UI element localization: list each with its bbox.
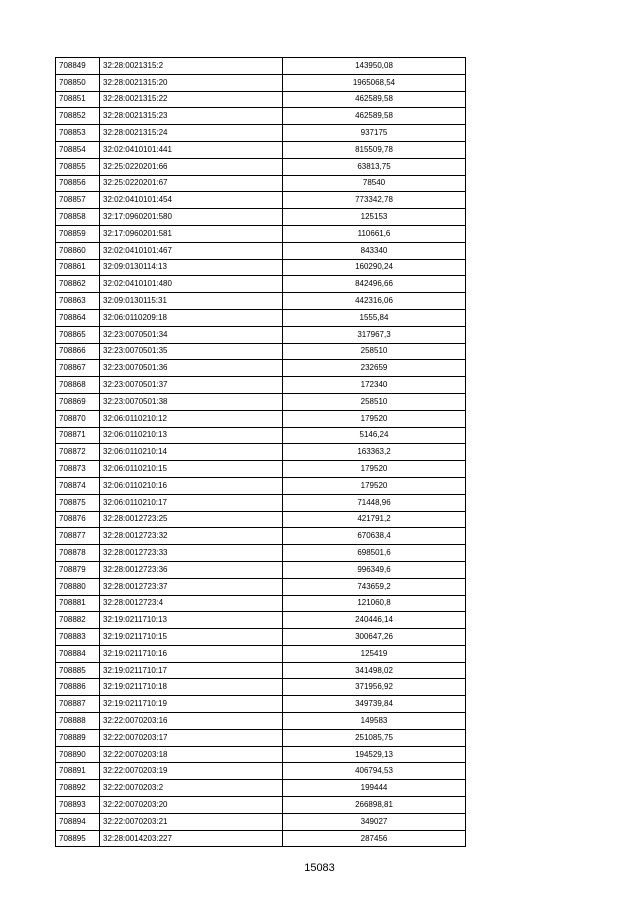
row-id-cell: 708865: [56, 326, 100, 343]
row-id-cell: 708856: [56, 175, 100, 192]
table-row: [56, 578, 466, 595]
value-cell: 773342,78: [283, 192, 466, 209]
table-row: [56, 763, 466, 780]
cadastral-number-cell: 32:06:0110210:17: [100, 494, 283, 511]
table-row: [56, 192, 466, 209]
row-id-cell: 708868: [56, 377, 100, 394]
table-row: [56, 293, 466, 310]
value-cell: 149583: [283, 713, 466, 730]
table-row: [56, 326, 466, 343]
cadastral-number-cell: 32:19:0211710:15: [100, 629, 283, 646]
value-cell: 258510: [283, 343, 466, 360]
table-row: [56, 629, 466, 646]
cadastral-number-cell: 32:28:0014203:227: [100, 830, 283, 847]
table-row: [56, 461, 466, 478]
row-id-cell: 708854: [56, 141, 100, 158]
row-id-cell: 708862: [56, 276, 100, 293]
table-row: [56, 830, 466, 847]
value-cell: 996349,6: [283, 561, 466, 578]
table-row: [56, 713, 466, 730]
value-cell: 199444: [283, 780, 466, 797]
table-row: [56, 528, 466, 545]
registry-table: [55, 57, 466, 847]
table-row: [56, 158, 466, 175]
table-row: [56, 141, 466, 158]
cadastral-number-cell: 32:19:0211710:13: [100, 612, 283, 629]
table-row: [56, 645, 466, 662]
table-row: [56, 612, 466, 629]
value-cell: 172340: [283, 377, 466, 394]
row-id-cell: 708870: [56, 410, 100, 427]
value-cell: 251085,75: [283, 729, 466, 746]
value-cell: 421791,2: [283, 511, 466, 528]
row-id-cell: 708888: [56, 713, 100, 730]
row-id-cell: 708852: [56, 108, 100, 125]
row-id-cell: 708860: [56, 242, 100, 259]
cadastral-number-cell: 32:28:0021315:22: [100, 91, 283, 108]
value-cell: 232659: [283, 360, 466, 377]
cadastral-number-cell: 32:28:0012723:32: [100, 528, 283, 545]
row-id-cell: 708872: [56, 444, 100, 461]
cadastral-number-cell: 32:09:0130114:13: [100, 259, 283, 276]
value-cell: 5146,24: [283, 427, 466, 444]
table-row: [56, 813, 466, 830]
table-row: [56, 209, 466, 226]
value-cell: 300647,26: [283, 629, 466, 646]
value-cell: 1555,84: [283, 309, 466, 326]
cadastral-number-cell: 32:28:0012723:25: [100, 511, 283, 528]
row-id-cell: 708879: [56, 561, 100, 578]
value-cell: 160290,24: [283, 259, 466, 276]
table-row: [56, 309, 466, 326]
table-row: [56, 662, 466, 679]
cadastral-number-cell: 32:22:0070203:16: [100, 713, 283, 730]
table-row: [56, 444, 466, 461]
cadastral-number-cell: 32:28:0012723:36: [100, 561, 283, 578]
row-id-cell: 708874: [56, 477, 100, 494]
table-row: [56, 58, 466, 75]
row-id-cell: 708864: [56, 309, 100, 326]
table-row: [56, 125, 466, 142]
value-cell: 843340: [283, 242, 466, 259]
table-row: [56, 595, 466, 612]
table-row: [56, 511, 466, 528]
table-row: [56, 175, 466, 192]
cadastral-number-cell: 32:23:0070501:38: [100, 393, 283, 410]
value-cell: 937175: [283, 125, 466, 142]
table-row: [56, 696, 466, 713]
cadastral-number-cell: 32:06:0110210:12: [100, 410, 283, 427]
value-cell: 266898,81: [283, 797, 466, 814]
row-id-cell: 708855: [56, 158, 100, 175]
row-id-cell: 708876: [56, 511, 100, 528]
table-row: [56, 780, 466, 797]
row-id-cell: 708893: [56, 797, 100, 814]
cadastral-number-cell: 32:22:0070203:20: [100, 797, 283, 814]
row-id-cell: 708850: [56, 74, 100, 91]
row-id-cell: 708861: [56, 259, 100, 276]
value-cell: 815509,78: [283, 141, 466, 158]
value-cell: 240446,14: [283, 612, 466, 629]
cadastral-number-cell: 32:28:0021315:24: [100, 125, 283, 142]
row-id-cell: 708884: [56, 645, 100, 662]
value-cell: 121060,8: [283, 595, 466, 612]
registry-table-body: [56, 58, 466, 847]
value-cell: 349027: [283, 813, 466, 830]
cadastral-number-cell: 32:25:0220201:66: [100, 158, 283, 175]
row-id-cell: 708891: [56, 763, 100, 780]
row-id-cell: 708889: [56, 729, 100, 746]
cadastral-number-cell: 32:28:0021315:23: [100, 108, 283, 125]
table-row: [56, 91, 466, 108]
value-cell: 194529,13: [283, 746, 466, 763]
row-id-cell: 708895: [56, 830, 100, 847]
row-id-cell: 708875: [56, 494, 100, 511]
row-id-cell: 708869: [56, 393, 100, 410]
cadastral-number-cell: 32:02:0410101:441: [100, 141, 283, 158]
cadastral-number-cell: 32:28:0021315:2: [100, 58, 283, 75]
value-cell: 110661,6: [283, 225, 466, 242]
table-row: [56, 377, 466, 394]
table-row: [56, 343, 466, 360]
table-row: [56, 225, 466, 242]
row-id-cell: 708859: [56, 225, 100, 242]
cadastral-number-cell: 32:25:0220201:67: [100, 175, 283, 192]
row-id-cell: 708873: [56, 461, 100, 478]
cadastral-number-cell: 32:19:0211710:17: [100, 662, 283, 679]
table-row: [56, 393, 466, 410]
value-cell: 698501,6: [283, 545, 466, 562]
row-id-cell: 708892: [56, 780, 100, 797]
row-id-cell: 708894: [56, 813, 100, 830]
table-row: [56, 74, 466, 91]
cadastral-number-cell: 32:02:0410101:480: [100, 276, 283, 293]
table-row: [56, 259, 466, 276]
row-id-cell: 708866: [56, 343, 100, 360]
row-id-cell: 708880: [56, 578, 100, 595]
table-row: [56, 108, 466, 125]
cadastral-number-cell: 32:17:0960201:581: [100, 225, 283, 242]
value-cell: 143950,08: [283, 58, 466, 75]
cadastral-number-cell: 32:22:0070203:18: [100, 746, 283, 763]
value-cell: 258510: [283, 393, 466, 410]
cadastral-number-cell: 32:06:0110210:15: [100, 461, 283, 478]
table-row: [56, 242, 466, 259]
table-row: [56, 561, 466, 578]
table-row: [56, 679, 466, 696]
value-cell: 163363,2: [283, 444, 466, 461]
value-cell: 842496,66: [283, 276, 466, 293]
table-row: [56, 729, 466, 746]
value-cell: 406794,53: [283, 763, 466, 780]
cadastral-number-cell: 32:23:0070501:36: [100, 360, 283, 377]
row-id-cell: 708849: [56, 58, 100, 75]
value-cell: 78540: [283, 175, 466, 192]
row-id-cell: 708851: [56, 91, 100, 108]
row-id-cell: 708863: [56, 293, 100, 310]
value-cell: 349739,84: [283, 696, 466, 713]
cadastral-number-cell: 32:22:0070203:19: [100, 763, 283, 780]
row-id-cell: 708871: [56, 427, 100, 444]
cadastral-number-cell: 32:02:0410101:454: [100, 192, 283, 209]
value-cell: 341498,02: [283, 662, 466, 679]
row-id-cell: 708883: [56, 629, 100, 646]
row-id-cell: 708857: [56, 192, 100, 209]
value-cell: 462589,58: [283, 108, 466, 125]
cadastral-number-cell: 32:06:0110210:14: [100, 444, 283, 461]
value-cell: 125153: [283, 209, 466, 226]
row-id-cell: 708886: [56, 679, 100, 696]
value-cell: 179520: [283, 477, 466, 494]
cadastral-number-cell: 32:22:0070203:21: [100, 813, 283, 830]
row-id-cell: 708853: [56, 125, 100, 142]
value-cell: 371956,92: [283, 679, 466, 696]
cadastral-number-cell: 32:19:0211710:18: [100, 679, 283, 696]
row-id-cell: 708885: [56, 662, 100, 679]
table-row: [56, 545, 466, 562]
value-cell: 63813,75: [283, 158, 466, 175]
table-row: [56, 427, 466, 444]
value-cell: 125419: [283, 645, 466, 662]
row-id-cell: 708887: [56, 696, 100, 713]
value-cell: 1965068,54: [283, 74, 466, 91]
cadastral-number-cell: 32:06:0110210:16: [100, 477, 283, 494]
row-id-cell: 708890: [56, 746, 100, 763]
cadastral-number-cell: 32:09:0130115:31: [100, 293, 283, 310]
page-number: 15083: [304, 862, 335, 874]
cadastral-number-cell: 32:28:0012723:33: [100, 545, 283, 562]
row-id-cell: 708882: [56, 612, 100, 629]
value-cell: 179520: [283, 461, 466, 478]
value-cell: 743659,2: [283, 578, 466, 595]
cadastral-number-cell: 32:17:0960201:580: [100, 209, 283, 226]
value-cell: 179520: [283, 410, 466, 427]
cadastral-number-cell: 32:06:0110210:13: [100, 427, 283, 444]
cadastral-number-cell: 32:23:0070501:37: [100, 377, 283, 394]
row-id-cell: 708858: [56, 209, 100, 226]
cadastral-number-cell: 32:28:0021315:20: [100, 74, 283, 91]
cadastral-number-cell: 32:22:0070203:17: [100, 729, 283, 746]
cadastral-number-cell: 32:23:0070501:34: [100, 326, 283, 343]
cadastral-number-cell: 32:23:0070501:35: [100, 343, 283, 360]
cadastral-number-cell: 32:02:0410101:467: [100, 242, 283, 259]
cadastral-number-cell: 32:28:0012723:37: [100, 578, 283, 595]
cadastral-number-cell: 32:19:0211710:16: [100, 645, 283, 662]
cadastral-number-cell: 32:19:0211710:19: [100, 696, 283, 713]
row-id-cell: 708877: [56, 528, 100, 545]
cadastral-number-cell: 32:22:0070203:2: [100, 780, 283, 797]
value-cell: 462589,58: [283, 91, 466, 108]
table-row: [56, 746, 466, 763]
table-row: [56, 477, 466, 494]
table-row: [56, 797, 466, 814]
value-cell: 442316,06: [283, 293, 466, 310]
row-id-cell: 708878: [56, 545, 100, 562]
value-cell: 71448,96: [283, 494, 466, 511]
cadastral-number-cell: 32:28:0012723:4: [100, 595, 283, 612]
value-cell: 287456: [283, 830, 466, 847]
cadastral-number-cell: 32:06:0110209:18: [100, 309, 283, 326]
row-id-cell: 708867: [56, 360, 100, 377]
value-cell: 317967,3: [283, 326, 466, 343]
table-row: [56, 276, 466, 293]
table-row: [56, 494, 466, 511]
value-cell: 670638,4: [283, 528, 466, 545]
row-id-cell: 708881: [56, 595, 100, 612]
table-row: [56, 410, 466, 427]
table-row: [56, 360, 466, 377]
